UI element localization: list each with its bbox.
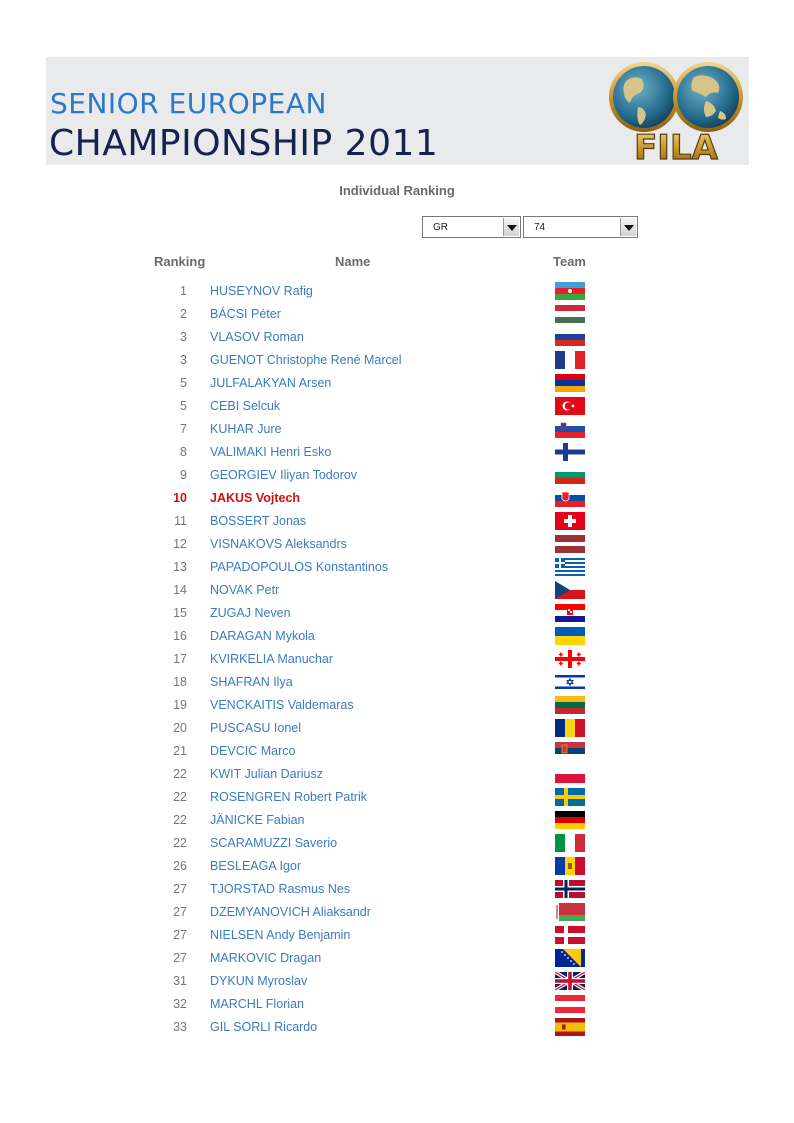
athlete-name-link[interactable]: BESLEAGA Igor <box>210 859 302 873</box>
athlete-name-link[interactable]: VLASOV Roman <box>210 330 304 344</box>
table-row <box>0 694 794 717</box>
team-flag-icon-tur <box>555 397 585 415</box>
team-flag-icon-rus <box>555 328 585 346</box>
ranking-value: 15 <box>173 606 187 620</box>
table-row <box>0 878 794 901</box>
table-row <box>0 510 794 533</box>
table-row <box>0 717 794 740</box>
team-flag-icon-pol <box>555 765 585 783</box>
ranking-value: 13 <box>173 560 187 574</box>
table-row <box>0 671 794 694</box>
athlete-name-link[interactable]: VALIMAKI Henri Esko <box>210 445 332 459</box>
team-flag-icon-cro <box>555 604 585 622</box>
table-row <box>0 625 794 648</box>
ranking-value: 27 <box>173 905 187 919</box>
athlete-name-link[interactable]: BÁCSI Péter <box>210 307 281 321</box>
table-row <box>0 372 794 395</box>
table-row <box>0 832 794 855</box>
ranking-value: 3 <box>180 330 187 344</box>
table-row <box>0 487 794 510</box>
athlete-name-link[interactable]: DEVCIC Marco <box>210 744 296 758</box>
team-flag-icon-aze <box>555 282 585 300</box>
athlete-name-link[interactable]: JÄNICKE Fabian <box>210 813 305 827</box>
table-row <box>0 970 794 993</box>
team-flag-icon-nor <box>555 880 585 898</box>
chevron-down-icon[interactable] <box>620 218 636 236</box>
table-row <box>0 809 794 832</box>
team-flag-icon-ukr <box>555 627 585 645</box>
ranking-value: 33 <box>173 1020 187 1034</box>
ranking-value: 18 <box>173 675 187 689</box>
weight-select[interactable] <box>523 216 638 238</box>
column-header-team: Team <box>553 254 586 269</box>
team-flag-icon-lat <box>555 535 585 553</box>
ranking-value: 26 <box>173 859 187 873</box>
table-row <box>0 464 794 487</box>
ranking-value: 32 <box>173 997 187 1011</box>
table-row <box>0 1016 794 1039</box>
team-flag-icon-blr <box>555 903 585 921</box>
athlete-name-link[interactable]: NOVAK Petr <box>210 583 280 597</box>
team-flag-icon-slo <box>555 420 585 438</box>
athlete-name-link[interactable]: KVIRKELIA Manuchar <box>210 652 333 666</box>
style-select-value: GR <box>433 222 448 233</box>
ranking-value: 9 <box>180 468 187 482</box>
athlete-name-link[interactable]: KWIT Julian Dariusz <box>210 767 323 781</box>
ranking-value: 31 <box>173 974 187 988</box>
team-flag-icon-fin <box>555 443 585 461</box>
team-flag-icon-hun <box>555 305 585 323</box>
athlete-name-link[interactable]: TJORSTAD Rasmus Nes <box>210 882 351 896</box>
team-flag-icon-svk <box>555 489 585 507</box>
team-flag-icon-isr <box>555 673 585 691</box>
title-line-2: CHAMPIONSHIP 2011 <box>49 123 439 164</box>
athlete-name-link[interactable]: JULFALAKYAN Arsen <box>210 376 332 390</box>
ranking-value: 19 <box>173 698 187 712</box>
team-flag-icon-sui <box>555 512 585 530</box>
athlete-name-link[interactable]: GEORGIEV Iliyan Todorov <box>210 468 358 482</box>
ranking-value: 2 <box>180 307 187 321</box>
table-row <box>0 280 794 303</box>
team-flag-icon-bih <box>555 949 585 967</box>
table-row <box>0 395 794 418</box>
athlete-name-link[interactable]: CEBI Selcuk <box>210 399 281 413</box>
athlete-name-link[interactable]: DARAGAN Mykola <box>210 629 315 643</box>
ranking-value: 10 <box>173 491 187 505</box>
ranking-value: 21 <box>173 744 187 758</box>
athlete-name-link[interactable]: MARCHL Florian <box>210 997 305 1011</box>
ranking-value: 17 <box>173 652 187 666</box>
table-row <box>0 579 794 602</box>
athlete-name-link[interactable]: PAPADOPOULOS Konstantinos <box>210 560 389 574</box>
athlete-name-link[interactable]: KUHAR Jure <box>210 422 282 436</box>
ranking-value: 14 <box>173 583 187 597</box>
team-flag-icon-srb <box>555 742 585 760</box>
chevron-down-icon[interactable] <box>503 218 519 236</box>
team-flag-icon-swe <box>555 788 585 806</box>
team-flag-icon-mda <box>555 857 585 875</box>
athlete-name-link[interactable]: MARKOVIC Dragan <box>210 951 322 965</box>
ranking-value: 12 <box>173 537 187 551</box>
ranking-value: 22 <box>173 836 187 850</box>
team-flag-icon-aut <box>555 995 585 1013</box>
ranking-value: 20 <box>173 721 187 735</box>
logo-text: FILA <box>634 128 718 163</box>
ranking-value: 5 <box>180 376 187 390</box>
team-flag-icon-ger <box>555 811 585 829</box>
ranking-value: 16 <box>173 629 187 643</box>
athlete-name-link[interactable]: NIELSEN Andy Benjamin <box>210 928 351 942</box>
team-flag-icon-rou <box>555 719 585 737</box>
team-flag-icon-esp <box>555 1018 585 1036</box>
table-row <box>0 648 794 671</box>
table-row <box>0 349 794 372</box>
table-row <box>0 740 794 763</box>
header-banner <box>46 57 749 165</box>
table-row <box>0 947 794 970</box>
ranking-table <box>0 280 794 1039</box>
ranking-value: 1 <box>180 284 187 298</box>
table-row <box>0 901 794 924</box>
team-flag-icon-arm <box>555 374 585 392</box>
ranking-value: 27 <box>173 882 187 896</box>
athlete-name-link[interactable]: ZUGAJ Neven <box>210 606 291 620</box>
column-header-name: Name <box>335 254 371 269</box>
ranking-value: 5 <box>180 399 187 413</box>
ranking-value: 22 <box>173 813 187 827</box>
athlete-name-link[interactable]: VISNAKOVS Aleksandrs <box>210 537 347 551</box>
table-row <box>0 418 794 441</box>
table-row <box>0 303 794 326</box>
ranking-value: 27 <box>173 951 187 965</box>
table-row <box>0 533 794 556</box>
team-flag-icon-fra <box>555 351 585 369</box>
athlete-name-link[interactable]: DYKUN Myroslav <box>210 974 308 988</box>
athlete-name-link[interactable]: PUSCASU Ionel <box>210 721 302 735</box>
athlete-name-link[interactable]: ROSENGREN Robert Patrik <box>210 790 367 804</box>
athlete-name-link[interactable]: HUSEYNOV Rafig <box>210 284 313 298</box>
table-row <box>0 556 794 579</box>
athlete-name-link[interactable]: SCARAMUZZI Saverio <box>210 836 338 850</box>
weight-select-value: 74 <box>534 222 546 233</box>
title-line-1: SENIOR EUROPEAN <box>50 87 327 120</box>
athlete-name-link[interactable]: GIL SORLI Ricardo <box>210 1020 318 1034</box>
table-row <box>0 855 794 878</box>
athlete-name-link[interactable]: DZEMYANOVICH Aliaksandr <box>210 905 371 919</box>
team-flag-icon-den <box>555 926 585 944</box>
team-flag-icon-gbr <box>555 972 585 990</box>
table-row <box>0 602 794 625</box>
athlete-name-link[interactable]: GUENOT Christophe René Marcel <box>210 353 402 367</box>
team-flag-icon-ltu <box>555 696 585 714</box>
team-flag-icon-bul <box>555 466 585 484</box>
page-subtitle: Individual Ranking <box>339 183 455 198</box>
team-flag-icon-cze <box>555 581 585 599</box>
ranking-value: 27 <box>173 928 187 942</box>
team-flag-icon-gre <box>555 558 585 576</box>
table-row <box>0 441 794 464</box>
table-row <box>0 924 794 947</box>
team-flag-icon-geo <box>555 650 585 668</box>
athlete-name-link[interactable]: BOSSERT Jonas <box>210 514 307 528</box>
column-header-ranking: Ranking <box>154 254 206 269</box>
ranking-value: 22 <box>173 767 187 781</box>
ranking-value: 7 <box>180 422 187 436</box>
team-flag-icon-ita <box>555 834 585 852</box>
ranking-value: 11 <box>174 514 187 528</box>
fila-logo <box>608 59 744 163</box>
ranking-value: 22 <box>173 790 187 804</box>
table-row <box>0 993 794 1016</box>
style-select[interactable] <box>422 216 521 238</box>
table-row <box>0 326 794 349</box>
table-row <box>0 763 794 786</box>
table-row <box>0 786 794 809</box>
athlete-name-link[interactable]: SHAFRAN Ilya <box>210 675 293 689</box>
ranking-value: 8 <box>180 445 187 459</box>
athlete-name-link[interactable]: JAKUS Vojtech <box>210 491 301 505</box>
athlete-name-link[interactable]: VENCKAITIS Valdemaras <box>210 698 354 712</box>
ranking-value: 3 <box>180 353 187 367</box>
